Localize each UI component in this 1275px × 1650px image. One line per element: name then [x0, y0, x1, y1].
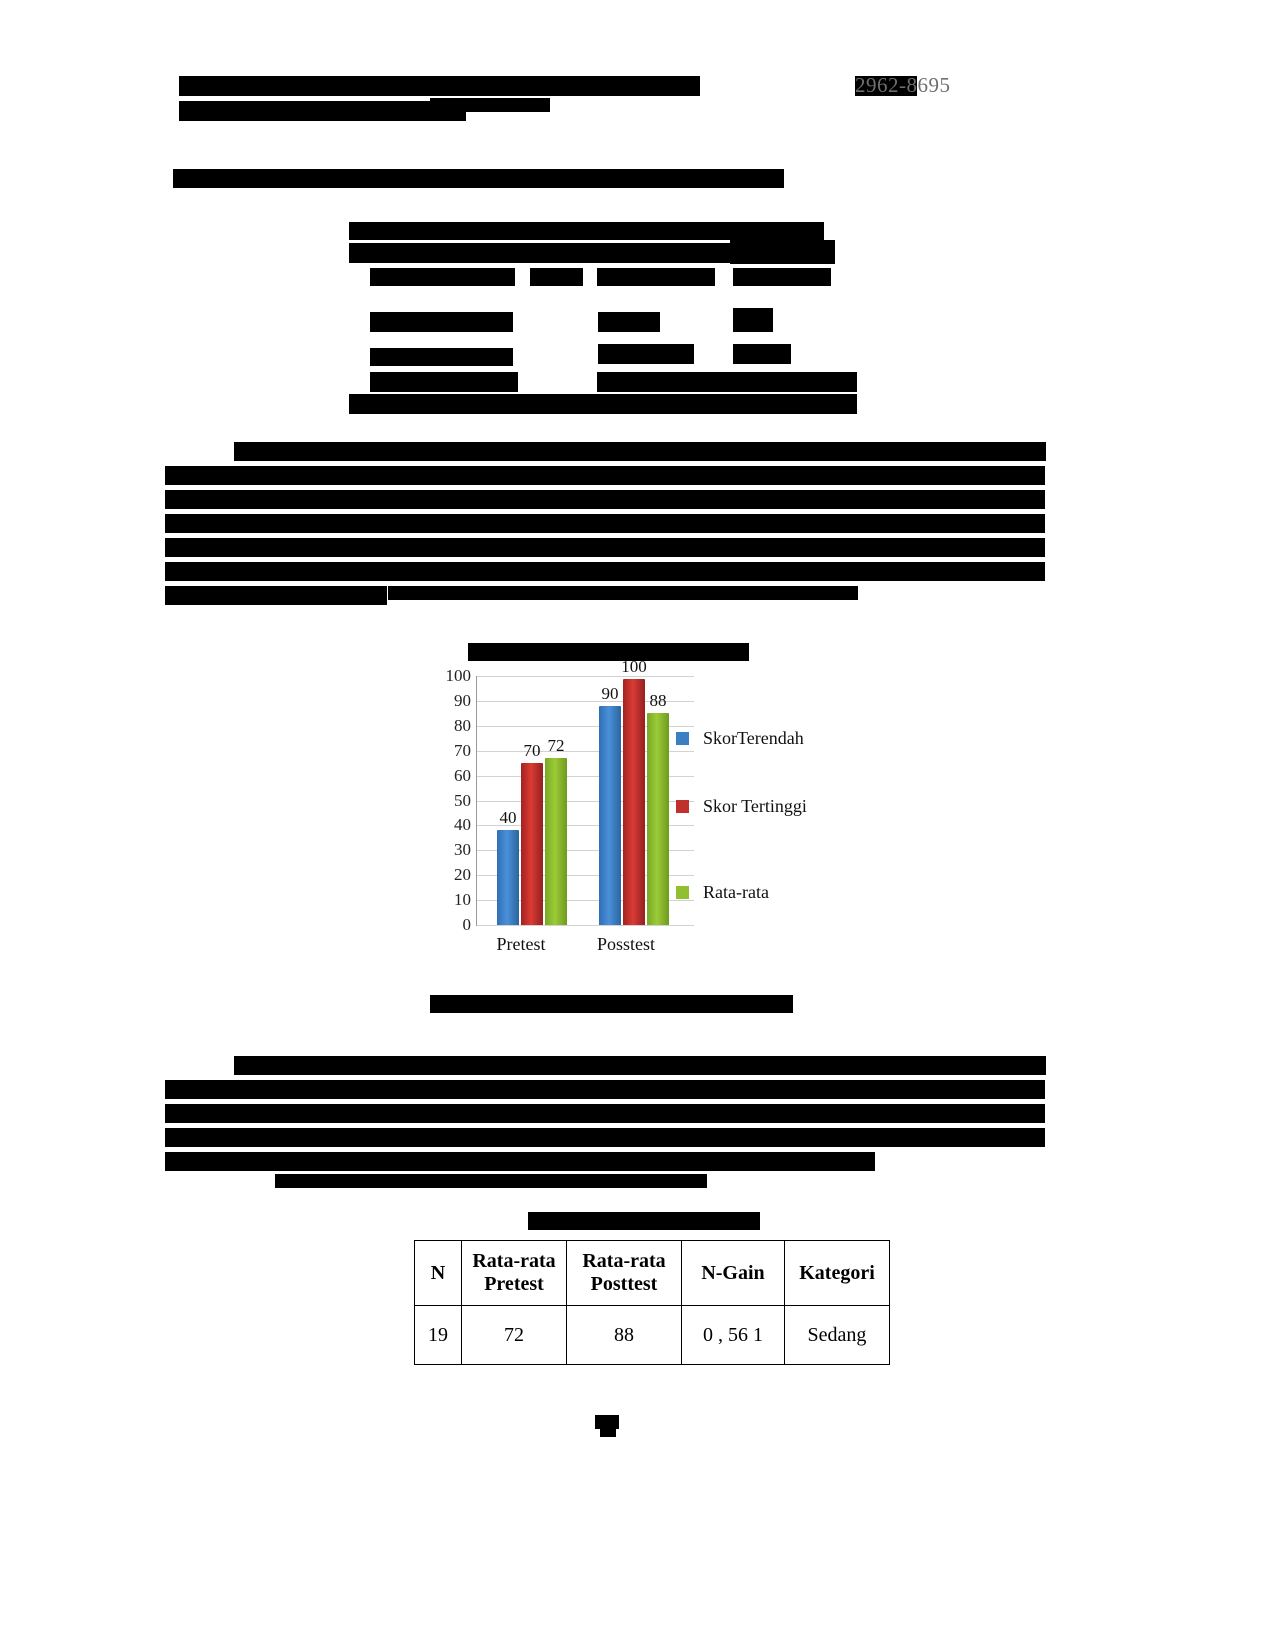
- xtick-posstest: Posstest: [596, 934, 656, 954]
- redacted-section-heading: [173, 169, 784, 188]
- bar-posstest-skor-tertinggi: [621, 656, 647, 926]
- cell-kategori: Sedang: [785, 1306, 890, 1365]
- redacted-table-row-1b: [730, 240, 835, 264]
- redacted-results-table-caption: [528, 1212, 760, 1230]
- redacted-table-row-4c: [733, 344, 791, 364]
- redacted-paragraph2-line6: [275, 1174, 707, 1188]
- redacted-table-row-2d: [733, 268, 831, 286]
- chart-plot-area: [445, 656, 694, 934]
- legend-item-skor-terendah: [676, 728, 804, 749]
- issn-label: 2962-8695: [855, 73, 951, 97]
- legend-item-skor-tertinggi: [676, 796, 807, 817]
- redacted-paragraph1-line5: [165, 538, 1045, 557]
- legend-label-rata-rata: Rata-rata: [703, 882, 769, 902]
- redacted-table-row-4: [370, 348, 513, 366]
- header-pretest-line1: Rata-rata: [472, 1250, 556, 1272]
- redacted-title-line-1b: [430, 98, 550, 112]
- redacted-paragraph2-line1: [234, 1056, 1046, 1075]
- redacted-paragraph2-line2: [165, 1080, 1045, 1099]
- cell-n: 19: [415, 1306, 462, 1365]
- cell-posttest: 88: [567, 1306, 682, 1365]
- header-rata-rata-pretest: [462, 1241, 567, 1306]
- results-table: [414, 1240, 890, 1365]
- redacted-title-line-2: [179, 101, 466, 121]
- ytick-0: 0: [462, 915, 471, 934]
- xtick-pretest: Pretest: [496, 934, 546, 954]
- redacted-table-caption: [349, 222, 824, 240]
- bar-group-posstest: [597, 656, 677, 925]
- redacted-paragraph2-line5: [165, 1152, 875, 1171]
- redacted-paragraph1-line3: [165, 490, 1045, 509]
- redacted-table-row-3b: [598, 312, 660, 332]
- redacted-paragraph1-line7: [165, 586, 387, 605]
- ytick-20: 20: [454, 865, 471, 885]
- gridline-0: [462, 915, 694, 934]
- bar-posstest-skor-terendah: [599, 683, 621, 925]
- cell-pretest: 72: [462, 1306, 567, 1365]
- header-rata-rata-posttest: [567, 1241, 682, 1306]
- redacted-page-number-underline: [600, 1427, 616, 1437]
- ytick-100: 100: [445, 666, 471, 685]
- legend-label-skor-terendah: SkorTerendah: [703, 728, 804, 748]
- bar-group-pretest: [495, 676, 575, 925]
- redacted-title-line-1: [179, 76, 700, 96]
- bar-label-pretest-tertinggi: 70: [523, 741, 541, 761]
- bar-chart-figure: [418, 656, 878, 978]
- redacted-table-row-3c: [733, 308, 773, 332]
- redacted-table-row-5: [370, 372, 518, 392]
- ytick-60: 60: [454, 765, 471, 785]
- redacted-table-row-3: [370, 312, 513, 332]
- bar-posstest-rata-rata: [647, 691, 669, 925]
- bar-label-pretest-terendah: 40: [499, 808, 517, 828]
- header-n: N: [415, 1241, 462, 1306]
- redacted-table-row-2b: [530, 268, 583, 286]
- bar-label-posstest-terendah: 90: [601, 683, 619, 703]
- legend-swatch-icon-blue: [676, 732, 689, 745]
- ytick-50: 50: [454, 790, 471, 810]
- redacted-paragraph1-line2: [165, 466, 1045, 485]
- bar-pretest-skor-terendah: [497, 808, 519, 925]
- table-row: [415, 1306, 890, 1365]
- ytick-90: 90: [454, 690, 471, 710]
- redacted-figure-caption-bottom: [430, 995, 793, 1013]
- redacted-paragraph1-line1: [234, 442, 1046, 461]
- legend-label-skor-tertinggi: Skor Tertinggi: [703, 796, 807, 816]
- ytick-30: 30: [454, 840, 471, 860]
- redacted-paragraph1-line4: [165, 514, 1045, 533]
- redacted-paragraph1-line7b: [388, 586, 858, 600]
- cell-n-gain: 0 , 56 1: [682, 1306, 785, 1365]
- redacted-table-row-2: [370, 268, 515, 286]
- redacted-table-row-4b: [598, 344, 694, 364]
- table-header-row: [415, 1241, 890, 1306]
- header-posttest-line2: Posttest: [590, 1273, 658, 1295]
- redacted-table-row-6: [349, 394, 857, 414]
- legend-swatch-icon-green: [676, 886, 689, 899]
- redacted-figure-caption-top: [468, 643, 749, 661]
- redacted-table-row-2c: [597, 268, 715, 286]
- bar-label-posstest-tertinggi: 100: [621, 656, 647, 676]
- redacted-paragraph2-line3: [165, 1104, 1045, 1123]
- ytick-40: 40: [454, 815, 471, 835]
- bar-label-posstest-rata: 88: [649, 691, 667, 711]
- bar-pretest-skor-tertinggi: [521, 741, 543, 925]
- header-n-gain: N-Gain: [682, 1241, 785, 1306]
- ytick-80: 80: [454, 715, 471, 735]
- bar-label-pretest-rata: 72: [547, 736, 565, 756]
- ytick-70: 70: [454, 740, 471, 760]
- header-kategori: Kategori: [785, 1241, 890, 1306]
- redacted-paragraph1-line6: [165, 562, 1045, 581]
- legend-swatch-icon-red: [676, 800, 689, 813]
- header-pretest-line2: Pretest: [484, 1273, 544, 1295]
- header-posttest-line1: Rata-rata: [582, 1250, 666, 1272]
- redacted-table-row-5b: [597, 372, 857, 392]
- ytick-10: 10: [454, 890, 471, 910]
- redacted-paragraph2-line4: [165, 1128, 1045, 1147]
- bar-pretest-rata-rata: [545, 736, 567, 925]
- legend-item-rata-rata: [676, 882, 769, 903]
